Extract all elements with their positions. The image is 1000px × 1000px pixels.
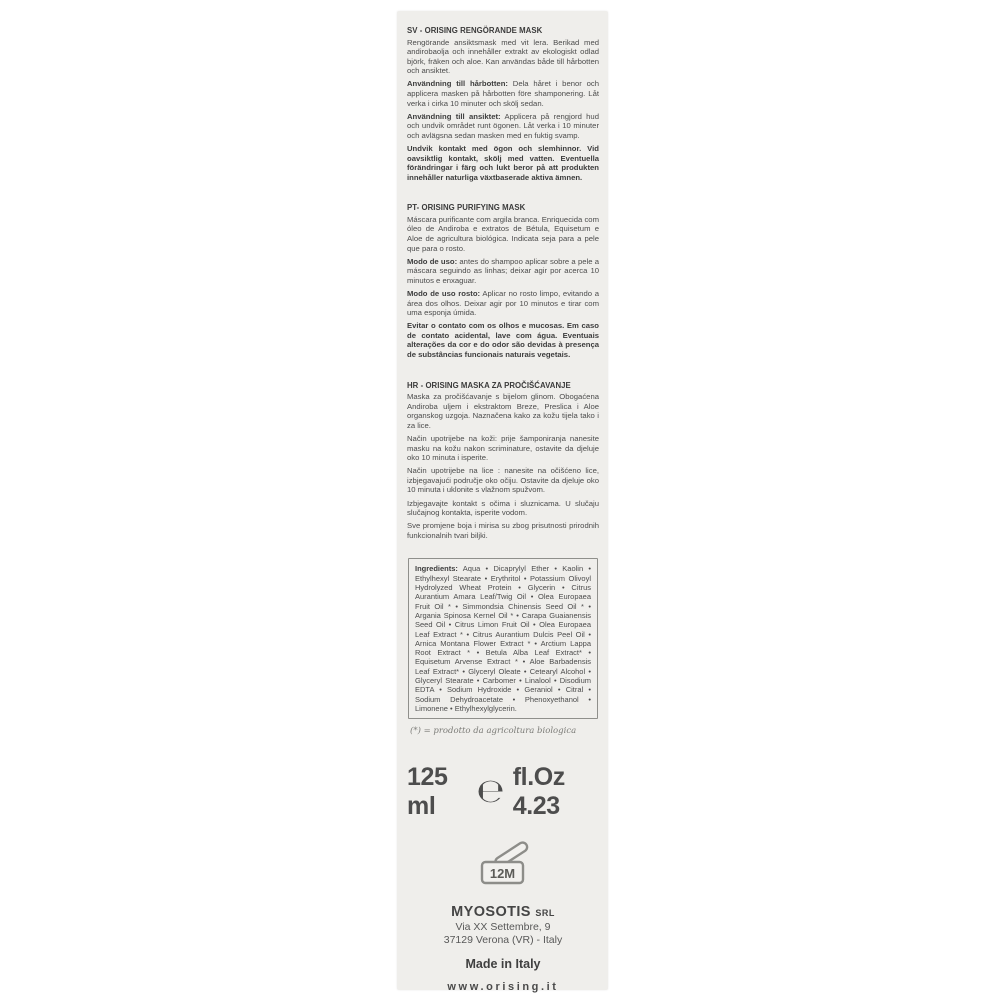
paragraph-text: Dela håret i benor och applicera masken på hårbotten före shamponering. Låt verka i cirka 10 minuter och skölj sedan. xyxy=(407,79,600,108)
paragraph: Način upotrijebe na koži: prije šamponiranja nanesite masku na kožu nakon scriminature, ostavite da djeluje oko 10 minuta i isperite. xyxy=(407,434,599,463)
paragraph-text: Rengörande ansiktsmask med vit lera. Berikad med andirobaolja och innehåller extrakt av ekologiskt odlad björk, fräken och aloe. Kan användas både till hårbotten och ansiktet. xyxy=(407,37,599,76)
warning-paragraph: Evitar o contato com os olhos e mucosas. Em caso de contato acidental, lave com água. Eventuais alterações da cor e do odor são devidas à presença de substâncias funcionais naturais vegetais. xyxy=(407,321,599,360)
ingredients-box xyxy=(408,558,598,719)
organic-farming-note: (*) = prodotto da agricoltura biologica xyxy=(410,726,577,737)
pao-months-label: 12M xyxy=(489,866,516,882)
paragraph-text: antes do shampoo aplicar sobre a pele a máscara seguindo as linhas; deixar agir por acerca 10 minutos e enxaguar. xyxy=(407,256,599,285)
product-box-back-panel xyxy=(397,11,608,994)
volume-row xyxy=(407,763,599,821)
ingredients-list: Aqua • Dicaprylyl Ether • Kaolin • Ethylhexyl Stearate • Erythritol • Potassium Olivoyl Hydrolyzed Wheat Protein • Glycerin • Citrus Aurantium Amara Leaf/Twig Oil • Olea Europaea Fruit Oil * • Simmondsia Chinensis Seed Oil * • Argania Spinosa Kernel Oil * • Carapa Guaianensis Seed Oil • Citrus Limon Fruit Oil • Olea Europaea Leaf Extract * • Citrus Aurantium Dulcis Peel Oil • Arnica Montana Flower Extract * • Arctium Lappa Root Extract * • Betula Alba Leaf Extract* • Equisetum Arvense Extract * • Aloe Barbadensis Leaf Extract* • Glyceryl Oleate • Cetearyl Alcohol • Glyceryl Stearate • Carbomer • Linalool • Disodium EDTA • Sodium Hydroxide • Geraniol • Citral • Sodium Dehydroacetate • Phenoxyethanol • Limonene • Ethylhexylglycerin. xyxy=(415,564,592,713)
paragraph-lead: Modo de uso: xyxy=(407,256,458,266)
made-in-label: Made in Italy xyxy=(465,957,541,972)
paragraph: Sve promjene boja i mirisa su zbog prisutnosti prirodnih funkcionalnih tvari biljki. xyxy=(407,521,599,540)
volume-ml: 125 ml xyxy=(407,763,448,821)
volume-floz: fl.Oz 4.23 xyxy=(512,763,565,821)
paragraph xyxy=(407,215,599,253)
estimated-sign-icon: ℮ xyxy=(476,770,505,810)
company-address-line2: 37129 Verona (VR) - Italy xyxy=(443,933,563,946)
section-heading-pt: PT- ORISING PURIFYING MASK xyxy=(407,203,526,213)
pao-symbol xyxy=(407,834,599,891)
company-name-row xyxy=(407,903,599,921)
paragraph xyxy=(407,289,599,318)
paragraph xyxy=(407,79,599,108)
paragraph: Maska za pročišćavanje s bijelom glinom. Obogaćena Andiroba uljem i ekstraktom Breze, Preslica i Aloe organskog uzgoja. Naznačena kako za kožu tijela tako i za lice. xyxy=(407,392,599,430)
paragraph-lead: Användning till hårbotten: xyxy=(407,79,508,89)
company-name: MYOSOTIS xyxy=(451,904,531,921)
paragraph-text: Máscara purificante com argila branca. Enriquecida com óleo de Andiroba e extratos de Bétula, Equisetum e Aloe de agricultura biológica. Indicata seja para a pele que para o rosto. xyxy=(407,214,599,253)
paragraph-text: Applicera på rengjord hud och undvik området runt ögonen. Låt verka i 10 minuter och avlägsna sedan masken med en fuktig svamp. xyxy=(407,111,599,140)
label-content xyxy=(397,11,608,993)
paragraph-lead: Användning till ansiktet: xyxy=(407,111,501,121)
company-address-line1: Via XX Settembre, 9 xyxy=(455,921,551,934)
paragraph: Izbjegavajte kontakt s očima i sluznicama. U slučaju slučajnog kontakta, isperite vodom. xyxy=(407,498,599,518)
section-heading-sv: SV - ORISING RENGÖRANDE MASK xyxy=(407,26,543,35)
open-jar-icon xyxy=(467,834,539,886)
paragraph-text: Aplicar no rosto limpo, evitando a área dos olhos. Deixar agir por 10 minutos e tirar com uma esponja úmida. xyxy=(407,288,599,318)
section-croatian xyxy=(407,381,599,541)
paragraph xyxy=(407,257,599,286)
paragraph xyxy=(407,38,599,76)
website-url: www.orising.it xyxy=(447,981,559,994)
ingredients-label: Ingredients: xyxy=(415,564,458,574)
paragraph xyxy=(407,112,599,141)
company-suffix: SRL xyxy=(535,908,555,919)
section-heading-hr: HR - ORISING MASKA ZA PROČIŠĆAVANJE xyxy=(407,380,571,390)
company-block xyxy=(407,903,599,993)
section-swedish xyxy=(407,26,599,182)
paragraph: Način upotrijebe na lice : nanesite na očišćeno lice, izbjegavajući područje oko očiju. Ostavite da djeluje oko 10 minuta i uklonite s vlažnom spužvom. xyxy=(407,466,599,495)
paragraph-lead: Modo de uso rosto: xyxy=(407,288,481,298)
section-portuguese xyxy=(407,203,599,359)
warning-paragraph: Undvik kontakt med ögon och slemhinnor. Vid oavsiktlig kontakt, skölj med vatten. Eventuella förändringar i färg och lukt beror på att produkten innehåller naturliga växtbaserade aktiva ämnen. xyxy=(407,143,599,182)
